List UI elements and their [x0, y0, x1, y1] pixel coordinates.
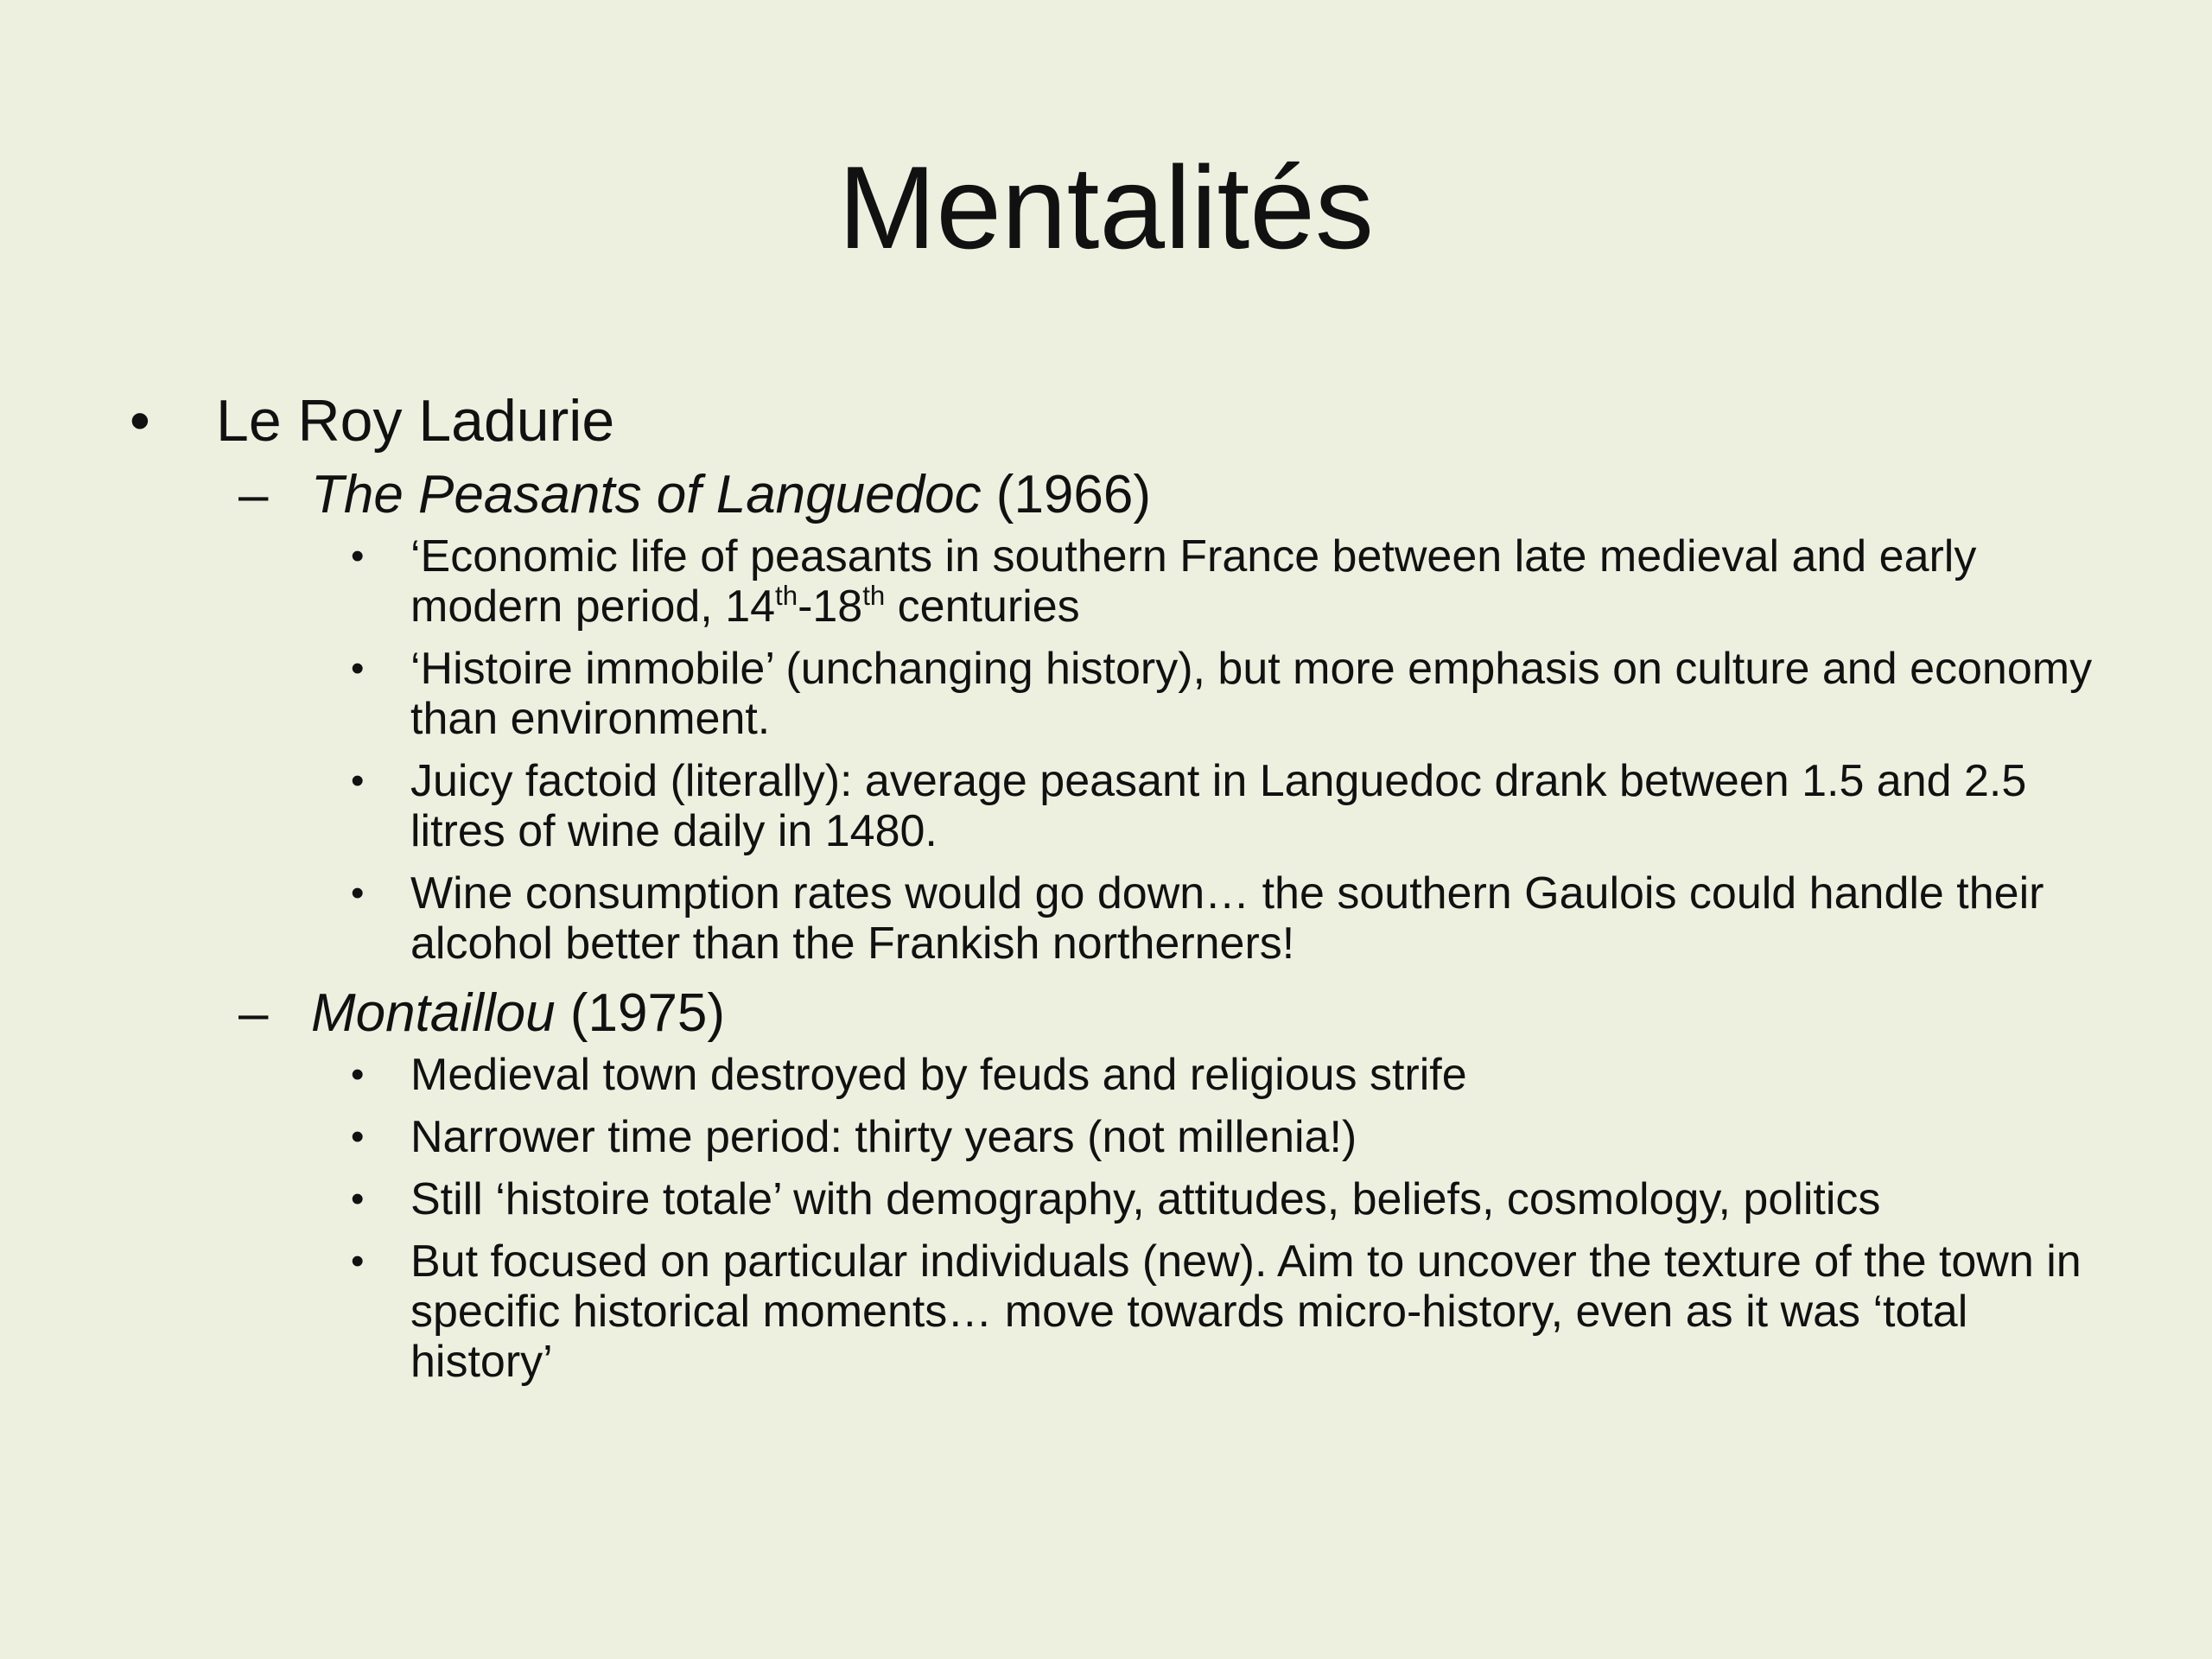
- work-year: (1966): [981, 465, 1152, 524]
- bullet-le-roy-ladurie: [130, 385, 2117, 457]
- bullet-marker: •: [351, 535, 365, 577]
- bullet-text: Le Roy Ladurie: [216, 388, 615, 454]
- point-text: Wine consumption rates would go down… the southern Gaulois could handle their alcohol better than the Frankish northerners!: [410, 868, 2044, 969]
- point-text-part: centuries: [885, 582, 1080, 632]
- point-economic-life: [130, 531, 2117, 632]
- point-juicy-factoid: [130, 756, 2117, 856]
- superscript: th: [775, 581, 798, 612]
- point-narrower-time: [130, 1112, 2117, 1162]
- work-year: (1975): [555, 983, 726, 1043]
- point-histoire-immobile: [130, 644, 2117, 744]
- point-text-part: ‘Economic life of peasants in southern France between late medieval and early modern period, 14: [410, 531, 1977, 632]
- point-text: Still ‘histoire totale’ with demography, attitudes, beliefs, cosmology, politics: [410, 1174, 1881, 1224]
- bullet-marker: •: [351, 760, 365, 802]
- slide-content: [130, 385, 2117, 1399]
- point-text: ‘Histoire immobile’ (unchanging history), but more emphasis on culture and economy than environment.: [410, 644, 2093, 744]
- bullet-marker: •: [351, 1240, 365, 1282]
- work-title: Montaillou: [311, 983, 556, 1043]
- point-histoire-totale: [130, 1174, 2117, 1224]
- sub-bullet-peasants-of-languedoc: [130, 462, 2117, 528]
- sub-bullet-montaillou: [130, 981, 2117, 1046]
- bullet-marker: •: [351, 872, 365, 914]
- dash-marker: –: [238, 465, 269, 524]
- point-text: But focused on particular individuals (new). Aim to uncover the texture of the town in specific historical moments… move towards micro-history, even as it was ‘total history’: [410, 1236, 2082, 1387]
- bullet-marker: •: [351, 1178, 365, 1220]
- point-text: Juicy factoid (literally): average peasant in Languedoc drank between 1.5 and 2.5 litres of wine daily in 1480.: [410, 756, 2027, 856]
- point-particular-individuals: [130, 1236, 2117, 1387]
- point-text-part: -18: [798, 582, 863, 632]
- point-text: Narrower time period: thirty years (not millenia!): [410, 1112, 1357, 1162]
- slide-title: Mentalités: [838, 142, 1374, 273]
- bullet-marker: •: [130, 388, 150, 454]
- dash-marker: –: [238, 983, 269, 1043]
- work-title: The Peasants of Languedoc: [311, 465, 982, 524]
- bullet-marker: •: [351, 647, 365, 690]
- point-text: Medieval town destroyed by feuds and religious strife: [410, 1050, 1467, 1100]
- bullet-marker: •: [351, 1116, 365, 1158]
- superscript: th: [862, 581, 886, 612]
- point-wine-consumption: [130, 868, 2117, 969]
- bullet-marker: •: [351, 1053, 365, 1096]
- point-medieval-town: [130, 1050, 2117, 1100]
